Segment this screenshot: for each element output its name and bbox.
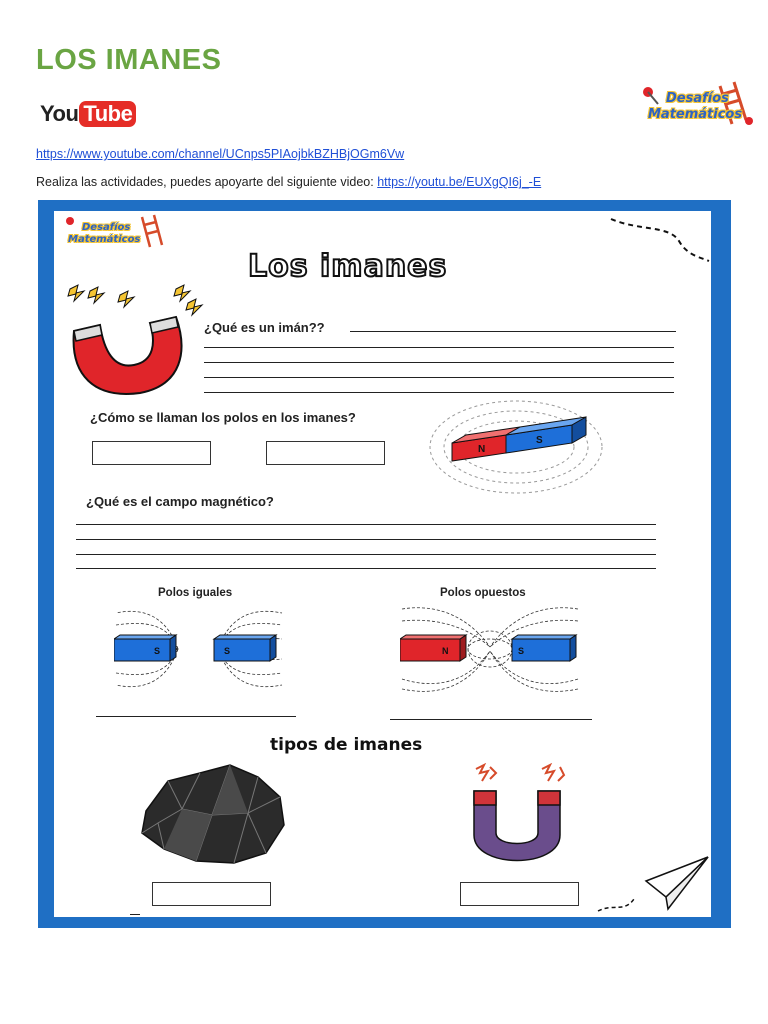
magnet-s-label: S xyxy=(536,435,543,446)
section-opposite-poles: Polos opuestos xyxy=(440,587,526,599)
opposite-poles-diagram xyxy=(400,599,580,699)
pole-answer-box-2[interactable] xyxy=(266,441,385,465)
paper-plane-icon xyxy=(594,851,711,917)
opposite-poles-answer-line[interactable] xyxy=(390,719,592,720)
brand-logo-line2: Matemáticos xyxy=(648,107,743,122)
answer-line-1a[interactable] xyxy=(350,331,676,332)
section-like-poles: Polos iguales xyxy=(158,587,233,599)
answer-line-3d[interactable] xyxy=(76,568,656,569)
like-left-s-label: S xyxy=(154,646,161,656)
like-poles-answer-line[interactable] xyxy=(96,716,296,717)
like-poles-diagram xyxy=(114,599,284,699)
ladder-icon xyxy=(62,213,166,253)
answer-line-1b[interactable] xyxy=(204,347,674,348)
answer-line-1d[interactable] xyxy=(204,377,674,378)
instruction-text: Realiza las actividades, puedes apoyarte del siguiente video: xyxy=(36,175,374,189)
like-right-s-label: S xyxy=(224,646,231,656)
magnet-type-box-1[interactable] xyxy=(152,882,271,906)
youtube-logo xyxy=(40,100,136,128)
worksheet-brand-logo xyxy=(62,213,166,253)
question-3: ¿Qué es el campo magnético? xyxy=(86,494,274,509)
pole-answer-box-1[interactable] xyxy=(92,441,211,465)
page-title: LOS IMANES xyxy=(36,44,222,76)
answer-line-1c[interactable] xyxy=(204,362,674,363)
magnet-type-box-2[interactable] xyxy=(460,882,579,906)
purple-horseshoe-magnet-icon xyxy=(464,763,574,871)
answer-line-3c[interactable] xyxy=(76,554,656,555)
youtube-logo-you: You xyxy=(40,101,79,126)
worksheet-title: Los imanes xyxy=(248,249,448,284)
answer-line-3a[interactable] xyxy=(76,524,656,525)
worksheet-brand-line1: Desafíos xyxy=(82,222,131,233)
brand-logo xyxy=(636,78,762,130)
channel-link[interactable]: https://www.youtube.com/channel/UCnps5PIAojbkBZHBjOGm6Vw xyxy=(36,147,405,161)
bar-magnet-field-icon xyxy=(426,395,608,499)
worksheet-brand-line2: Matemáticos xyxy=(68,234,141,245)
types-heading: tipos de imanes xyxy=(270,735,423,755)
youtube-logo-tube: Tube xyxy=(79,101,136,127)
natural-magnet-rock-icon xyxy=(138,763,288,867)
dashed-swirl-decoration xyxy=(609,211,711,263)
video-link[interactable]: https://youtu.be/EUXgQI6j_-E xyxy=(377,175,542,189)
question-2: ¿Cómo se llaman los polos en los imanes? xyxy=(90,410,356,425)
question-1: ¿Qué es un imán?? xyxy=(204,320,325,335)
horseshoe-magnet-icon xyxy=(64,281,214,397)
brand-logo-line1: Desafíos xyxy=(666,91,729,106)
small-dash-mark xyxy=(130,914,140,915)
answer-line-1e[interactable] xyxy=(204,392,674,393)
answer-line-3b[interactable] xyxy=(76,539,656,540)
worksheet xyxy=(54,211,711,917)
opposite-n-label: N xyxy=(442,646,449,656)
opposite-s-label: S xyxy=(518,646,525,656)
magnet-n-label: N xyxy=(478,444,486,455)
instruction-line xyxy=(36,175,541,189)
